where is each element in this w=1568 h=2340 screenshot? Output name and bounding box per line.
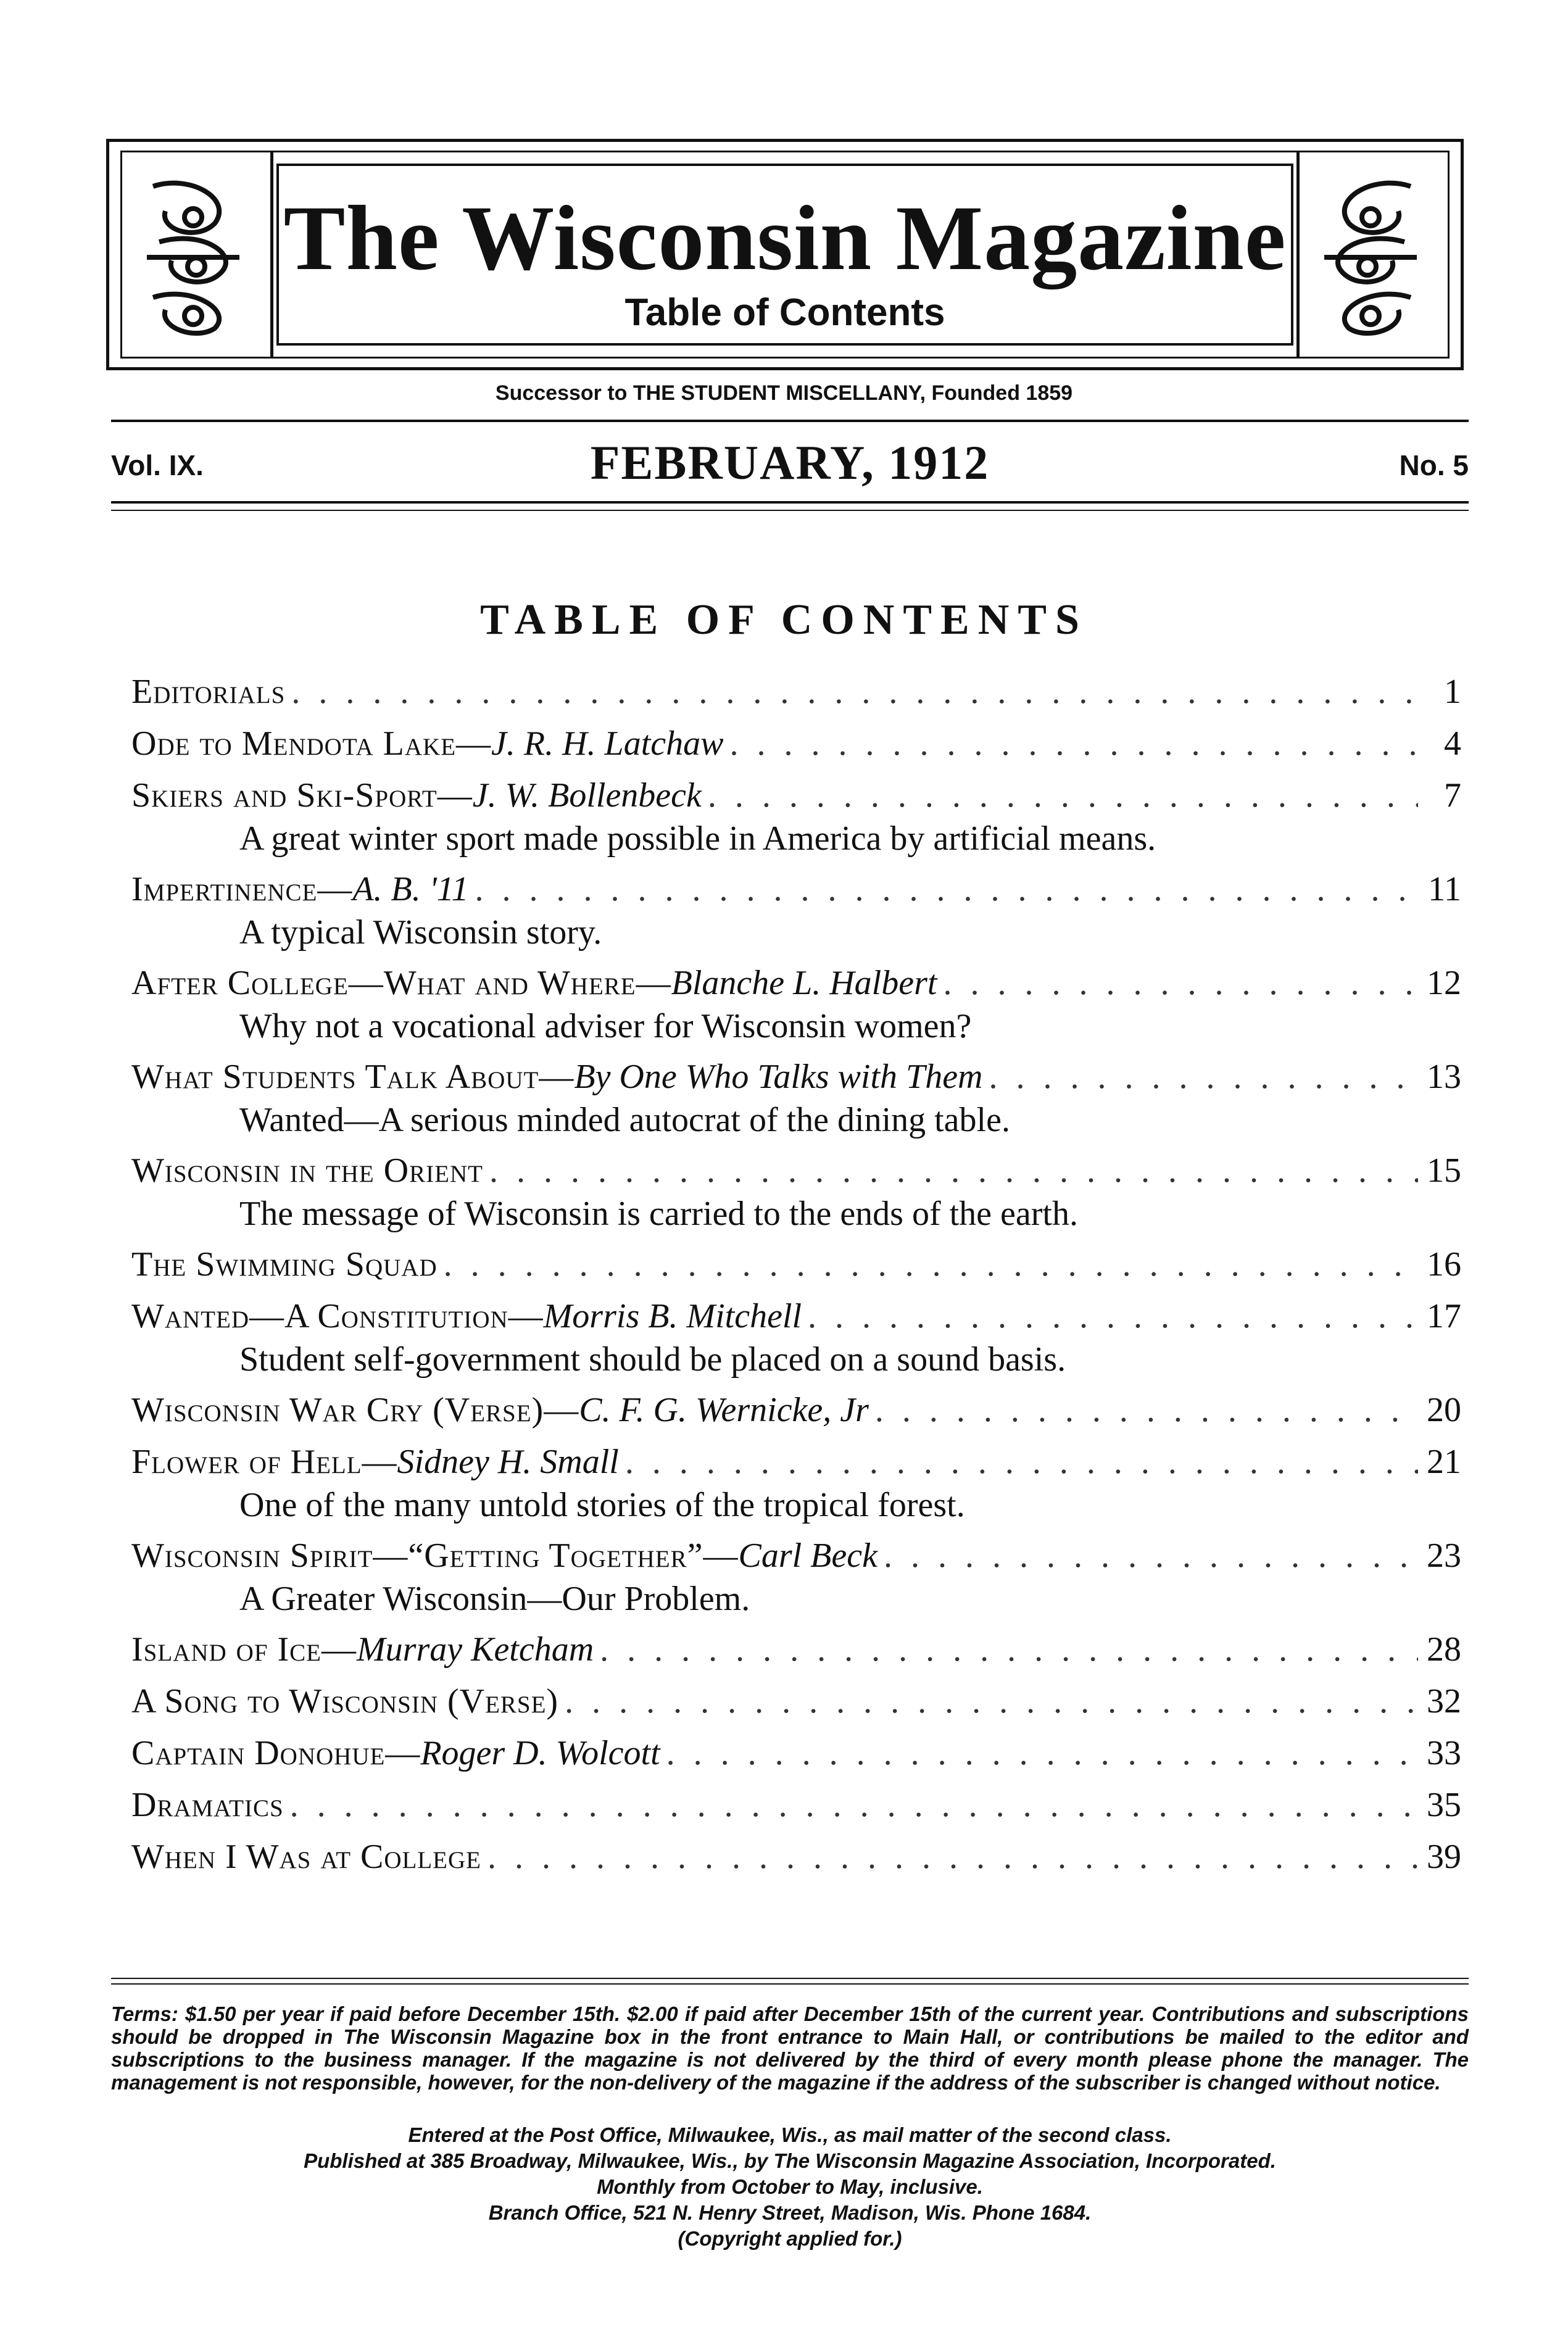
dot-leader bbox=[625, 1440, 1418, 1484]
toc-line bbox=[131, 670, 1461, 714]
toc-author: J. R. H. Latchaw bbox=[491, 724, 724, 763]
toc-entry bbox=[131, 1627, 1461, 1672]
divider bbox=[111, 510, 1469, 511]
toc-title: Wisconsin in the Orient bbox=[131, 1151, 483, 1190]
copyright-line: (Copyright applied for.) bbox=[678, 2227, 902, 2250]
toc-line bbox=[131, 773, 1461, 818]
toc-line bbox=[131, 1731, 1461, 1775]
toc-title: Wisconsin Spirit—“Getting Together”— bbox=[131, 1537, 739, 1575]
toc-line bbox=[131, 1783, 1461, 1827]
title-box bbox=[276, 164, 1293, 346]
toc-description: One of the many untold stories of the tropical forest. bbox=[239, 1486, 965, 1524]
toc-entry bbox=[131, 1242, 1461, 1287]
toc-author: Blanche L. Halbert bbox=[671, 964, 937, 1002]
toc-page-number: 20 bbox=[1427, 1391, 1461, 1429]
table-of-contents bbox=[131, 670, 1461, 1886]
terms-text: $1.50 per year if paid before December 15th. $2.00 if paid after December 15th of the current year. Contributions and subscriptions should be dropped in The Wisconsin Magazine box in the front entrance to Main Hall, or contributions be mailed to the editor and subscriptions to the business manager. If the magazine is not delivered by the third of every month please phone the manager. The management is not responsible, however, for the non-delivery of the magazine if the address of the subscriber is changed without notice. bbox=[111, 2002, 1469, 2094]
toc-page-number: 4 bbox=[1444, 724, 1461, 763]
toc-entry bbox=[131, 1055, 1461, 1141]
toc-description: Wanted—A serious minded autocrat of the dining table. bbox=[239, 1101, 1010, 1139]
toc-label bbox=[131, 961, 937, 1005]
dot-leader bbox=[729, 721, 1418, 766]
toc-description: A Greater Wisconsin—Our Problem. bbox=[239, 1580, 750, 1618]
monthly-line: Monthly from October to May, inclusive. bbox=[597, 2175, 983, 2198]
toc-entry bbox=[131, 1148, 1461, 1235]
floral-ornament-icon bbox=[141, 174, 246, 341]
toc-line bbox=[131, 867, 1461, 911]
issue-info-row bbox=[111, 435, 1469, 489]
toc-label bbox=[131, 1294, 802, 1338]
issue-date: FEBRUARY, 1912 bbox=[590, 436, 990, 489]
dot-leader bbox=[875, 1388, 1418, 1432]
dot-leader bbox=[290, 1783, 1418, 1827]
toc-line bbox=[131, 1440, 1461, 1484]
toc-description: Why not a vocational adviser for Wisconsin women? bbox=[239, 1007, 972, 1045]
toc-page-number: 12 bbox=[1427, 964, 1461, 1002]
successor-line: Successor to THE STUDENT MISCELLANY, Founded 1859 bbox=[495, 381, 1073, 405]
toc-entry bbox=[131, 670, 1461, 714]
toc-title: Dramatics bbox=[131, 1786, 284, 1824]
toc-title: The Swimming Squad bbox=[131, 1245, 438, 1284]
footer-divider bbox=[111, 1983, 1469, 1985]
dot-leader bbox=[989, 1055, 1419, 1099]
toc-page-number: 13 bbox=[1427, 1058, 1461, 1096]
right-ornament bbox=[1296, 152, 1448, 357]
toc-label bbox=[131, 1835, 481, 1879]
toc-page-number: 39 bbox=[1427, 1838, 1461, 1876]
toc-entry bbox=[131, 1388, 1461, 1432]
toc-title: Wisconsin War Cry (Verse)— bbox=[131, 1391, 579, 1429]
published-line: Published at 385 Broadway, Milwaukee, Wis., by The Wisconsin Magazine Association, Incorporated. bbox=[304, 2149, 1276, 2172]
toc-entry bbox=[131, 1679, 1461, 1724]
entered-line: Entered at the Post Office, Milwaukee, Wis., as mail matter of the second class. bbox=[408, 2123, 1172, 2146]
toc-author: Morris B. Mitchell bbox=[543, 1297, 802, 1335]
toc-title: Skiers and Ski-Sport— bbox=[131, 776, 473, 815]
masthead-frame bbox=[120, 151, 1450, 359]
toc-title: Captain Donohue— bbox=[131, 1734, 421, 1772]
toc-author: Murray Ketcham bbox=[357, 1630, 594, 1669]
toc-title: Impertinence— bbox=[131, 870, 353, 908]
masthead-subtitle: Table of Contents bbox=[624, 291, 945, 334]
toc-entry bbox=[131, 1783, 1461, 1827]
toc-line bbox=[131, 1148, 1461, 1193]
toc-page-number: 32 bbox=[1427, 1682, 1461, 1720]
toc-author: A. B. '11 bbox=[352, 870, 469, 908]
toc-description: The message of Wisconsin is carried to the ends of the earth. bbox=[239, 1195, 1078, 1233]
dot-leader bbox=[666, 1731, 1418, 1775]
dot-leader bbox=[884, 1533, 1418, 1578]
toc-title: Wanted—A Constitution— bbox=[131, 1297, 544, 1335]
toc-page-number: 1 bbox=[1444, 673, 1461, 711]
toc-label bbox=[131, 670, 285, 714]
toc-line bbox=[131, 1679, 1461, 1724]
toc-author: J. W. Bollenbeck bbox=[472, 776, 702, 815]
divider bbox=[111, 501, 1469, 504]
floral-ornament-icon bbox=[1318, 174, 1423, 341]
divider bbox=[111, 420, 1469, 422]
toc-title: Editorials bbox=[131, 673, 286, 711]
toc-page-number: 7 bbox=[1444, 776, 1461, 815]
toc-title: Ode to Mendota Lake— bbox=[131, 724, 492, 763]
toc-label bbox=[131, 1679, 558, 1724]
toc-heading: TABLE OF CONTENTS bbox=[480, 596, 1088, 644]
toc-page-number: 11 bbox=[1428, 870, 1461, 908]
toc-label bbox=[131, 1731, 660, 1775]
toc-label bbox=[131, 773, 702, 818]
toc-line bbox=[131, 1533, 1461, 1578]
toc-label bbox=[131, 1055, 983, 1099]
toc-title: When I Was at College bbox=[131, 1838, 481, 1876]
toc-label bbox=[131, 1533, 877, 1578]
dot-leader bbox=[943, 961, 1418, 1005]
toc-page-number: 28 bbox=[1427, 1630, 1461, 1669]
toc-label bbox=[131, 1388, 869, 1432]
toc-line bbox=[131, 1627, 1461, 1672]
toc-label bbox=[131, 1242, 438, 1287]
toc-title: After College—What and Where— bbox=[131, 964, 671, 1002]
dot-leader bbox=[489, 1148, 1418, 1193]
toc-description: A great winter sport made possible in America by artificial means. bbox=[239, 819, 1156, 858]
toc-entry bbox=[131, 721, 1461, 766]
toc-author: Carl Beck bbox=[738, 1537, 877, 1575]
toc-author: By One Who Talks with Them bbox=[574, 1058, 983, 1096]
toc-page-number: 35 bbox=[1427, 1786, 1461, 1824]
toc-label bbox=[131, 1627, 594, 1672]
toc-label bbox=[131, 721, 723, 766]
toc-entry bbox=[131, 773, 1461, 860]
dot-leader bbox=[600, 1627, 1418, 1672]
toc-title: Flower of Hell— bbox=[131, 1443, 397, 1481]
toc-label bbox=[131, 1440, 619, 1484]
toc-page-number: 15 bbox=[1427, 1151, 1461, 1190]
toc-description: A typical Wisconsin story. bbox=[239, 913, 602, 952]
toc-entry bbox=[131, 1440, 1461, 1526]
toc-author: C. F. G. Wernicke, Jr bbox=[579, 1391, 869, 1429]
toc-title: Island of Ice— bbox=[131, 1630, 357, 1669]
toc-line bbox=[131, 721, 1461, 766]
toc-author: Roger D. Wolcott bbox=[420, 1734, 660, 1772]
issue-number: No. 5 bbox=[1399, 449, 1469, 481]
dot-leader bbox=[808, 1294, 1418, 1338]
toc-line bbox=[131, 1242, 1461, 1287]
dot-leader bbox=[291, 670, 1418, 714]
footer-divider bbox=[111, 1978, 1469, 1979]
toc-title: A Song to Wisconsin (Verse) bbox=[131, 1682, 559, 1720]
toc-page-number: 33 bbox=[1427, 1734, 1461, 1772]
toc-page-number: 21 bbox=[1427, 1443, 1461, 1481]
toc-line bbox=[131, 1388, 1461, 1432]
dot-leader bbox=[708, 773, 1418, 818]
toc-title: What Students Talk About— bbox=[131, 1058, 575, 1096]
dot-leader bbox=[565, 1679, 1418, 1724]
terms-label: Terms: bbox=[111, 2002, 178, 2025]
toc-label bbox=[131, 867, 469, 911]
volume-label: Vol. IX. bbox=[111, 449, 204, 481]
toc-entry bbox=[131, 1533, 1461, 1620]
toc-description: Student self-government should be placed on a sound basis. bbox=[239, 1340, 1066, 1379]
toc-entry bbox=[131, 961, 1461, 1047]
toc-line bbox=[131, 1294, 1461, 1338]
magazine-title: The Wisconsin Magazine bbox=[283, 187, 1287, 289]
toc-entry bbox=[131, 867, 1461, 953]
toc-line bbox=[131, 1055, 1461, 1099]
toc-page-number: 16 bbox=[1427, 1245, 1461, 1284]
branch-office-line: Branch Office, 521 N. Henry Street, Madison, Wis. Phone 1684. bbox=[488, 2201, 1092, 2224]
toc-line bbox=[131, 961, 1461, 1005]
masthead bbox=[106, 139, 1464, 370]
toc-entry bbox=[131, 1731, 1461, 1775]
terms-paragraph bbox=[111, 2002, 1469, 2094]
dot-leader bbox=[475, 867, 1418, 911]
toc-line bbox=[131, 1835, 1461, 1879]
toc-entry bbox=[131, 1294, 1461, 1380]
toc-label bbox=[131, 1783, 284, 1827]
left-ornament bbox=[122, 152, 273, 357]
dot-leader bbox=[487, 1835, 1418, 1879]
toc-entry bbox=[131, 1835, 1461, 1879]
dot-leader bbox=[444, 1242, 1418, 1287]
toc-label bbox=[131, 1148, 483, 1193]
toc-page-number: 23 bbox=[1427, 1537, 1461, 1575]
toc-author: Sidney H. Small bbox=[397, 1443, 619, 1481]
toc-page-number: 17 bbox=[1427, 1297, 1461, 1335]
